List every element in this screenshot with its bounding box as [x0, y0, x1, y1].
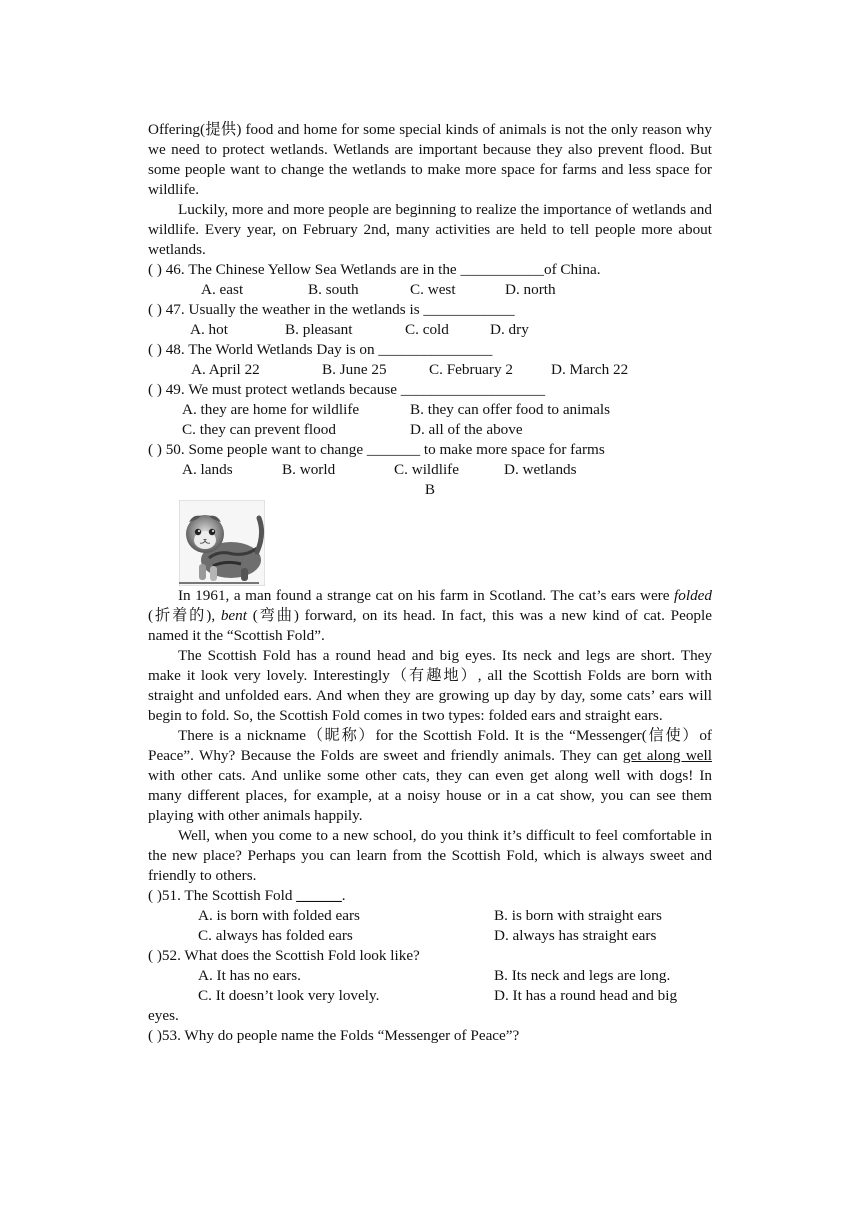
scottish-fold-cat-image [179, 500, 265, 586]
option: A. is born with folded ears [198, 907, 360, 924]
text: with other cats. And unlike some other cats, they can even get along well with dogs! In many different places, for example, at a noisy house or in a cat show, you can see them playing with other animals happily. [148, 767, 712, 824]
question-48-options [148, 360, 712, 380]
option: D. wetlands [504, 461, 577, 478]
passage-b-paragraph-4: Well, when you come to a new school, do you think it’s difficult to feel comfortable in the new place? Perhaps you can learn from the Scottish Fold, which is always sweet and friendly to others. [148, 827, 712, 884]
section-b-heading: B [424, 481, 436, 498]
keyword-bent: bent [220, 607, 247, 624]
option: A. they are home for wildlife [182, 401, 360, 418]
question-47-stem: ( ) 47. Usually the weather in the wetlands is ____________ [148, 301, 515, 318]
question-50-options [148, 460, 712, 480]
question-49-options-row-2 [148, 420, 712, 440]
question-52-options-row-2 [148, 986, 712, 1006]
answer-blank: ______ [296, 887, 342, 904]
option: C. cold [405, 321, 449, 338]
passage-b-paragraph-1 [148, 586, 712, 646]
passage-a-paragraph-2: Luckily, more and more people are beginning to realize the importance of wetlands and wildlife. Every year, on February 2nd, many activities are held to tell people more about wetlands. [148, 201, 712, 258]
option: C. It doesn’t look very lovely. [198, 987, 380, 1004]
question-49-options-row-1 [148, 400, 712, 420]
question-50-stem: ( ) 50. Some people want to change _______ to make more space for farms [148, 441, 605, 458]
option: D. It has a round head and big [494, 987, 678, 1004]
keyword-folded: folded [674, 587, 712, 604]
option: D. all of the above [410, 421, 523, 438]
question-46-stem: ( ) 46. The Chinese Yellow Sea Wetlands are in the ___________of China. [148, 261, 601, 278]
option: C. wildlife [394, 461, 459, 478]
text: (弯曲) forward, on its head. In fact, this was a new kind of cat. People named it the “Scottish Fold”. [148, 607, 712, 644]
text: . [341, 887, 346, 904]
option: A. lands [182, 461, 233, 478]
option: B. June 25 [322, 361, 387, 378]
question-48-stem: ( ) 48. The World Wetlands Day is on _______________ [148, 341, 493, 358]
question-53-stem: ( )53. Why do people name the Folds “Messenger of Peace”? [148, 1027, 520, 1044]
option: B. south [308, 281, 359, 298]
worksheet-page [148, 120, 712, 1046]
option: A. east [201, 281, 244, 298]
question-52-options-row-1 [148, 966, 712, 986]
question-52-option-d-wrap: eyes. [148, 1007, 179, 1024]
text: (折着的), [148, 607, 221, 624]
option: C. west [410, 281, 456, 298]
option: A. hot [190, 321, 228, 338]
option: B. is born with straight ears [494, 907, 662, 924]
option: B. world [282, 461, 336, 478]
question-49-stem: ( ) 49. We must protect wetlands because ___________________ [148, 381, 546, 398]
option: C. they can prevent flood [182, 421, 336, 438]
text: There is a nickname（昵称）for the Scottish Fold. It is the “Messenger(信使）of Peace”. Why? Because the Folds are sweet and friendly animals. They can [148, 727, 712, 764]
question-51-stem [148, 886, 712, 906]
option: A. April 22 [191, 361, 260, 378]
underlined-phrase: get along well [622, 747, 712, 764]
option: B. Its neck and legs are long. [494, 967, 671, 984]
passage-a-paragraph-1: Offering(提供) food and home for some special kinds of animals is not the only reason why we need to protect wetlands. Wetlands are important because they also prevent flood. But some people want to change the wetlands to make more space for farms and less space for wildlife. [148, 121, 712, 198]
question-51-options-row-1 [148, 906, 712, 926]
option: D. always has straight ears [494, 927, 657, 944]
question-47-options [148, 320, 712, 340]
option: B. they can offer food to animals [410, 401, 611, 418]
passage-b-paragraph-3 [148, 726, 712, 826]
question-52-stem: ( )52. What does the Scottish Fold look like? [148, 947, 420, 964]
option: C. February 2 [429, 361, 513, 378]
text: ( )51. The Scottish Fold [148, 887, 297, 904]
option: D. March 22 [551, 361, 629, 378]
question-46-options [148, 280, 712, 300]
question-51-options-row-2 [148, 926, 712, 946]
option: C. always has folded ears [198, 927, 353, 944]
text: In 1961, a man found a strange cat on his farm in Scotland. The cat’s ears were [178, 587, 675, 604]
option: D. dry [490, 321, 529, 338]
option: B. pleasant [285, 321, 353, 338]
option: A. It has no ears. [198, 967, 301, 984]
option: D. north [505, 281, 556, 298]
passage-b-paragraph-2: The Scottish Fold has a round head and big eyes. Its neck and legs are short. They make it look very lovely. Interestingly（有趣地）, all the Scottish Folds are born with straight and unfolded ears. And when they are growing up day by day, some cats’ ears will begin to fold. So, the Scottish Fold comes in two types: folded ears and straight ears. [148, 647, 712, 724]
